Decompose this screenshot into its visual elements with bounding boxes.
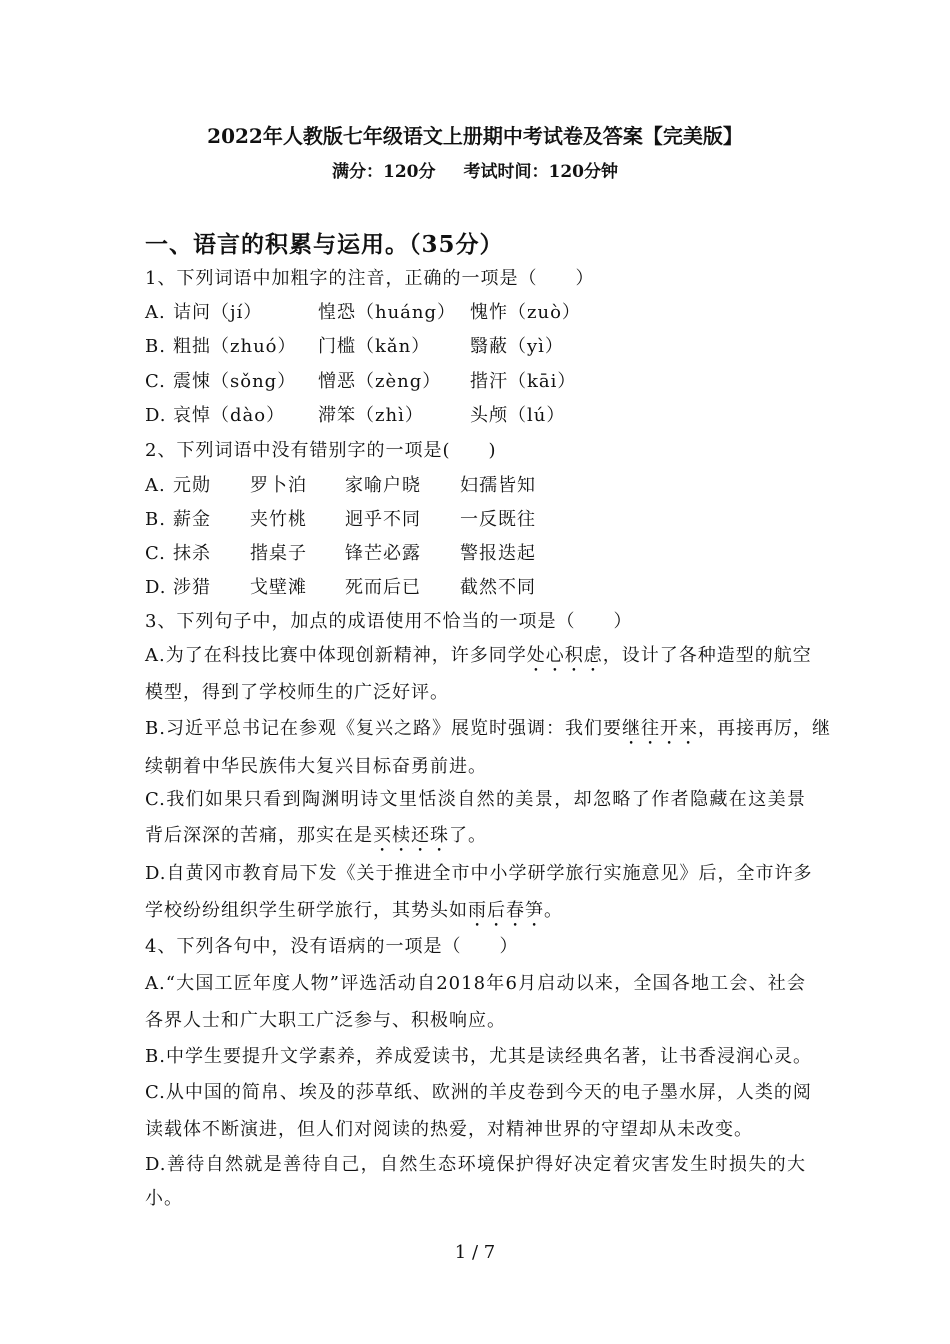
option-c-line-2: 读载体不断演进，但人们对阅读的热爱，对精神世界的守望却从未改变。 bbox=[145, 1119, 753, 1140]
option-label: C. bbox=[145, 543, 166, 564]
option-item: 揩桌子 bbox=[250, 543, 307, 564]
option-d-line-2: 小。 bbox=[145, 1188, 183, 1209]
text: ，设计了各种造型的航空 bbox=[602, 645, 812, 666]
section-heading: 一、语言的积累与运用。（35分） bbox=[145, 231, 504, 258]
option-a-line-2: 各界人士和广大职工广泛参与、积极响应。 bbox=[145, 1010, 506, 1031]
option-item: 罗卜泊 bbox=[250, 475, 307, 496]
option-item: 警报迭起 bbox=[460, 543, 536, 564]
option-label: D. bbox=[145, 577, 167, 598]
option-item: 揩汗（kāi） bbox=[470, 371, 577, 392]
emphasized-idiom: 继往开来 bbox=[621, 718, 698, 739]
text: B.习近平总书记在参观《复兴之路》展览时强调：我们要 bbox=[145, 718, 622, 739]
text: A.为了在科技比赛中体现创新精神，许多同学 bbox=[145, 645, 527, 666]
option-a-line-1: A.“大国工匠年度人物”评选活动自2018年6月启动以来，全国各地工会、社会 bbox=[145, 973, 806, 994]
emphasized-idiom: 雨后春笋 bbox=[468, 900, 544, 921]
text: 背后深深的苦痛，那实在是 bbox=[145, 825, 373, 846]
option-c-line-1: C.我们如果只看到陶渊明诗文里恬淡自然的美景，却忽略了作者隐藏在这美景 bbox=[145, 789, 806, 810]
exam-time: 考试时间：120分钟 bbox=[463, 162, 618, 182]
option-item: 家喻户晓 bbox=[345, 475, 421, 496]
option-d-line-1: D.自黄冈市教育局下发《关于推进全市中小学研学旅行实施意见》后，全市许多 bbox=[145, 863, 813, 884]
full-score: 满分：120分 bbox=[332, 162, 436, 182]
question-3-stem: 3、下列句子中，加点的成语使用不恰当的一项是（ ） bbox=[145, 611, 633, 632]
question-1-stem: 1、下列词语中加粗字的注音，正确的一项是（ ） bbox=[145, 268, 595, 289]
option-item: 死而后已 bbox=[345, 577, 421, 598]
option-item: 元勋 bbox=[173, 475, 211, 496]
option-item: 滞笨（zhì） bbox=[318, 405, 424, 426]
option-item: 憎恶（zèng） bbox=[318, 371, 442, 392]
option-item: 抹杀 bbox=[173, 543, 211, 564]
option-item: 薪金 bbox=[173, 509, 211, 530]
option-c-line-1: C.从中国的简帛、埃及的莎草纸、欧洲的羊皮卷到今天的电子墨水屏，人类的阅 bbox=[145, 1082, 812, 1103]
option-item: 惶恐（huáng） bbox=[318, 302, 457, 323]
text: ，再接再厉，继 bbox=[697, 718, 831, 739]
emphasized-idiom: 买椟还珠 bbox=[373, 825, 449, 846]
option-a-line-2: 模型，得到了学校师生的广泛好评。 bbox=[145, 682, 449, 703]
option-item: 妇孺皆知 bbox=[460, 475, 536, 496]
option-item: 夹竹桃 bbox=[250, 509, 307, 530]
option-label: A. bbox=[145, 302, 166, 323]
option-item: 粗拙（zhuó） bbox=[173, 336, 297, 357]
question-2-stem: 2、下列词语中没有错别字的一项是( ) bbox=[145, 440, 497, 461]
option-c-line-2 bbox=[145, 824, 487, 856]
option-item: 诘问（jí） bbox=[173, 302, 263, 323]
text: 了。 bbox=[449, 825, 487, 846]
option-item: 哀悼（dào） bbox=[173, 405, 286, 426]
option-label: D. bbox=[145, 405, 167, 426]
option-b-line-2: 续朝着中华民族伟大复兴目标奋勇前进。 bbox=[145, 756, 487, 777]
option-item: 翳蔽（yì） bbox=[470, 336, 564, 357]
question-4-stem: 4、下列各句中，没有语病的一项是（ ） bbox=[145, 936, 519, 957]
text: 学校纷纷组织学生研学旅行，其势头如 bbox=[145, 900, 468, 921]
document-title: 2022年人教版七年级语文上册期中考试卷及答案【完美版】 bbox=[207, 124, 743, 148]
option-a-line-1 bbox=[145, 644, 812, 676]
text: 。 bbox=[544, 900, 563, 921]
page-number: 1 / 7 bbox=[454, 1242, 496, 1263]
option-item: 迥乎不同 bbox=[345, 509, 421, 530]
option-item: 震悚（sǒng） bbox=[173, 371, 297, 392]
option-item: 涉猎 bbox=[173, 577, 211, 598]
exam-info bbox=[0, 157, 950, 182]
emphasized-idiom: 处心积虑 bbox=[526, 645, 603, 666]
option-label: B. bbox=[145, 336, 166, 357]
option-item: 头颅（lú） bbox=[470, 405, 566, 426]
option-item: 截然不同 bbox=[460, 577, 536, 598]
option-label: B. bbox=[145, 509, 166, 530]
option-d-line-2 bbox=[145, 899, 563, 931]
option-item: 愧怍（zuò） bbox=[470, 302, 581, 323]
option-label: A. bbox=[145, 475, 166, 496]
option-b-line-1: B.中学生要提升文学素养，养成爱读书，尤其是读经典名著，让书香浸润心灵。 bbox=[145, 1046, 812, 1067]
option-d-line-1: D.善待自然就是善待自己，自然生态环境保护得好决定着灾害发生时损失的大 bbox=[145, 1154, 806, 1175]
option-b-line-1 bbox=[145, 717, 831, 749]
option-item: 一反既往 bbox=[460, 509, 536, 530]
option-item: 戈壁滩 bbox=[250, 577, 307, 598]
option-label: C. bbox=[145, 371, 166, 392]
option-item: 门槛（kǎn） bbox=[318, 336, 431, 357]
option-item: 锋芒必露 bbox=[345, 543, 421, 564]
